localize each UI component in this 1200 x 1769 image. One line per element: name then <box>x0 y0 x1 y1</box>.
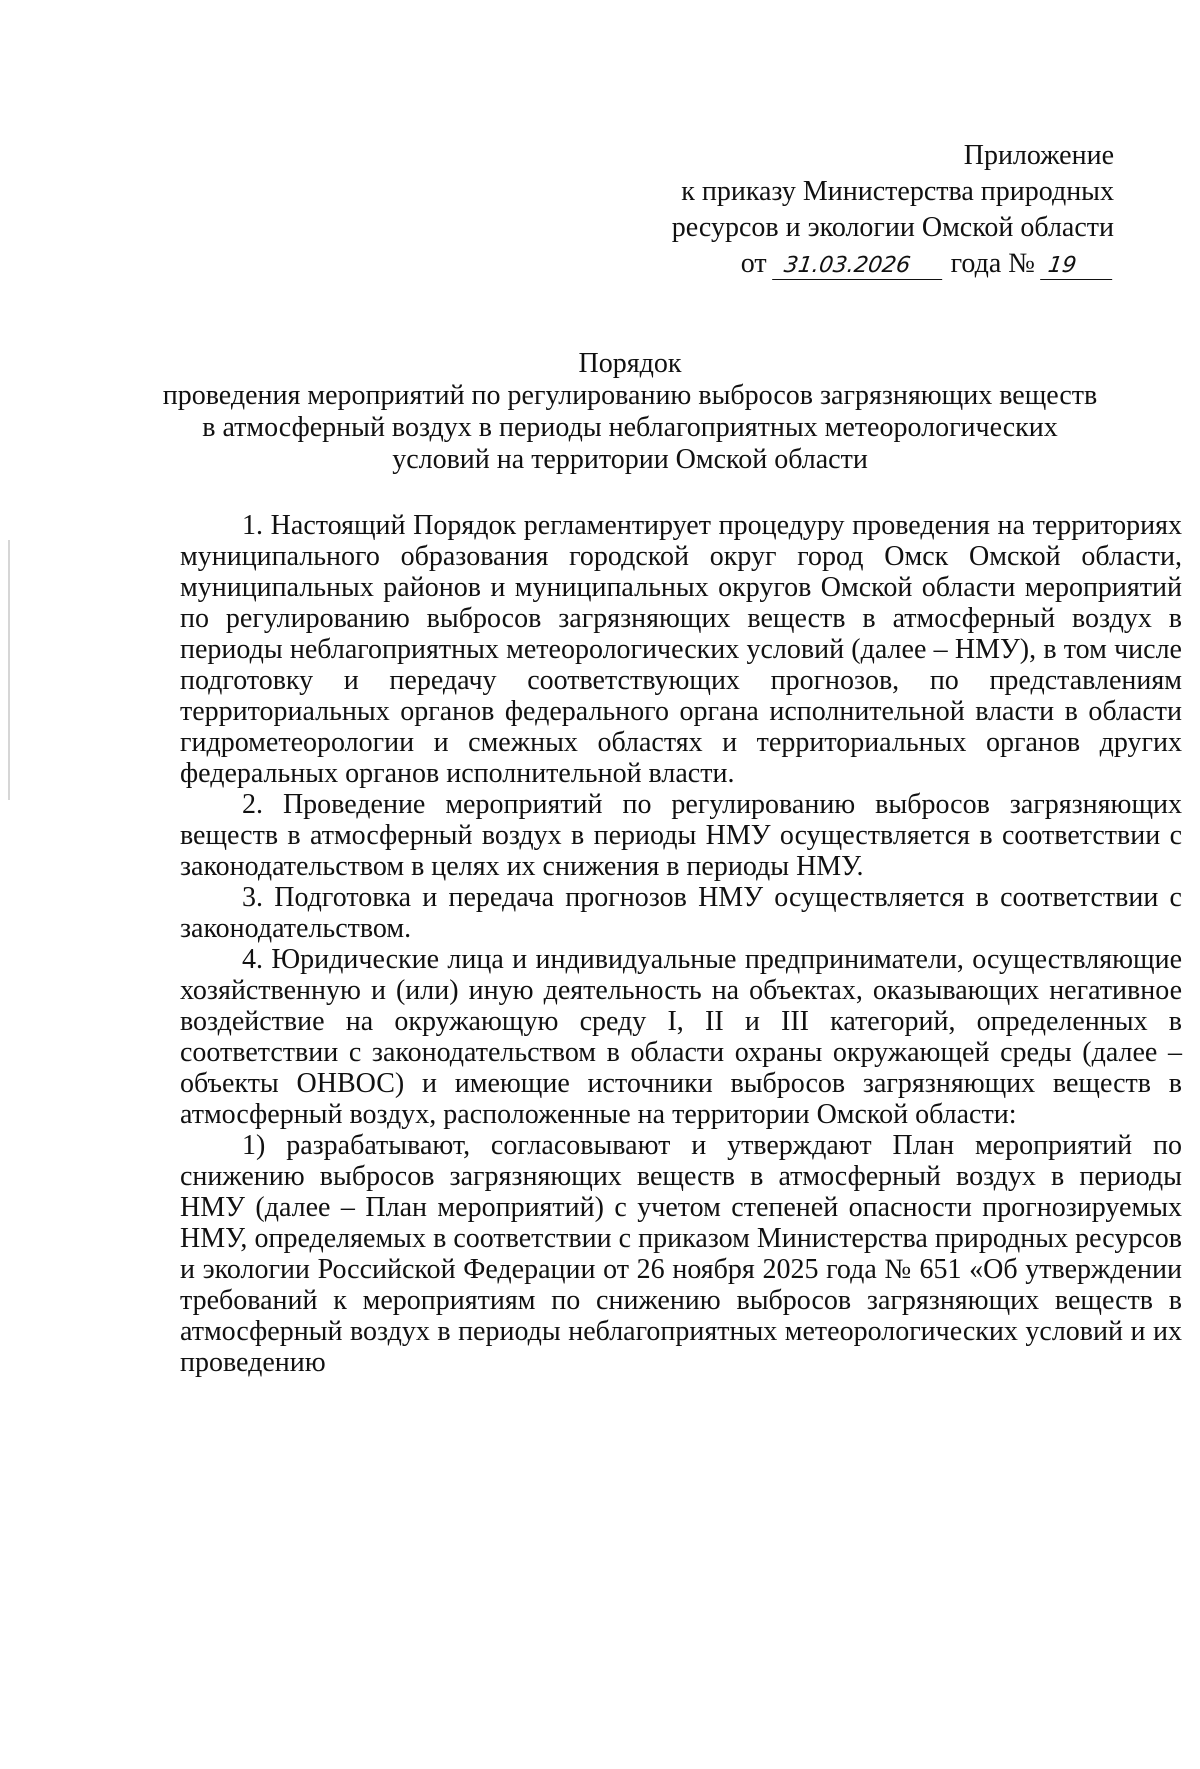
appendix-date-line <box>672 246 1114 282</box>
handwritten-date: 31.03.2026 <box>772 253 946 280</box>
subparagraph-4-1: 1) разрабатывают, согласовывают и утверждают План мероприятий по снижению выбросов загрязняющих веществ в атмосферный воздух в периоды НМУ (далее – План мероприятий) с учетом степеней опасности прогнозируемых НМУ, определяемых в соответствии с приказом Министерства природных ресурсов и экологии Российской Федерации от 26 ноября 2025 года № 651 «Об утверждении требований к мероприятиям по снижению выбросов загрязняющих веществ в атмосферный воздух в периоды неблагоприятных метеорологических условий и их проведению <box>180 1130 1182 1378</box>
paragraph-4: 4. Юридические лица и индивидуальные предприниматели, осуществляющие хозяйственную и (или) иную деятельность на объектах, оказывающих негативное воздействие на окружающую среду I, II и III категорий, определенных в соответствии с законодательством в области охраны окружающей среды (далее – объекты ОНВОС) и имеющие источники выбросов загрязняющих веществ в атмосферный воздух, расположенные на территории Омской области: <box>180 944 1182 1130</box>
paragraph-3: 3. Подготовка и передача прогнозов НМУ осуществляется в соответствии с законодательством. <box>180 882 1182 944</box>
paragraph-1: 1. Настоящий Порядок регламентирует процедуру проведения на территориях муниципального образования городской округ город Омск Омской области, муниципальных районов и муниципальных округов Омской области мероприятий по регулированию выбросов загрязняющих веществ в атмосферный воздух в периоды неблагоприятных метеорологических условий (далее – НМУ), в том числе подготовку и передачу соответствующих прогнозов, по представлениям территориальных органов федерального органа исполнительной власти в области гидрометеорологии и смежных областях и территориальных органов других федеральных органов исполнительной власти. <box>180 510 1182 789</box>
title-line-4: условий на территории Омской области <box>392 444 868 475</box>
scan-edge-mark <box>8 540 10 800</box>
date-prefix: от <box>740 248 767 279</box>
handwritten-order-number: 19 <box>1040 253 1116 280</box>
paragraph-2: 2. Проведение мероприятий по регулированию выбросов загрязняющих веществ в атмосферный воздух в периоды НМУ осуществляется в соответствии с законодательством в целях их снижения в периоды НМУ. <box>180 789 1182 882</box>
appendix-line-2: к приказу Министерства природных <box>681 176 1114 207</box>
appendix-header <box>672 138 1114 282</box>
document-title <box>130 348 1130 476</box>
year-number-label: года № <box>950 248 1035 279</box>
title-line-1: Порядок <box>578 348 682 379</box>
appendix-line-1: Приложение <box>963 140 1114 171</box>
appendix-line-3: ресурсов и экологии Омской области <box>671 212 1114 243</box>
title-line-3: в атмосферный воздух в периоды неблагоприятных метеорологических <box>202 412 1058 443</box>
document-body <box>180 510 1182 1378</box>
title-line-2: проведения мероприятий по регулированию выбросов загрязняющих веществ <box>162 380 1098 411</box>
